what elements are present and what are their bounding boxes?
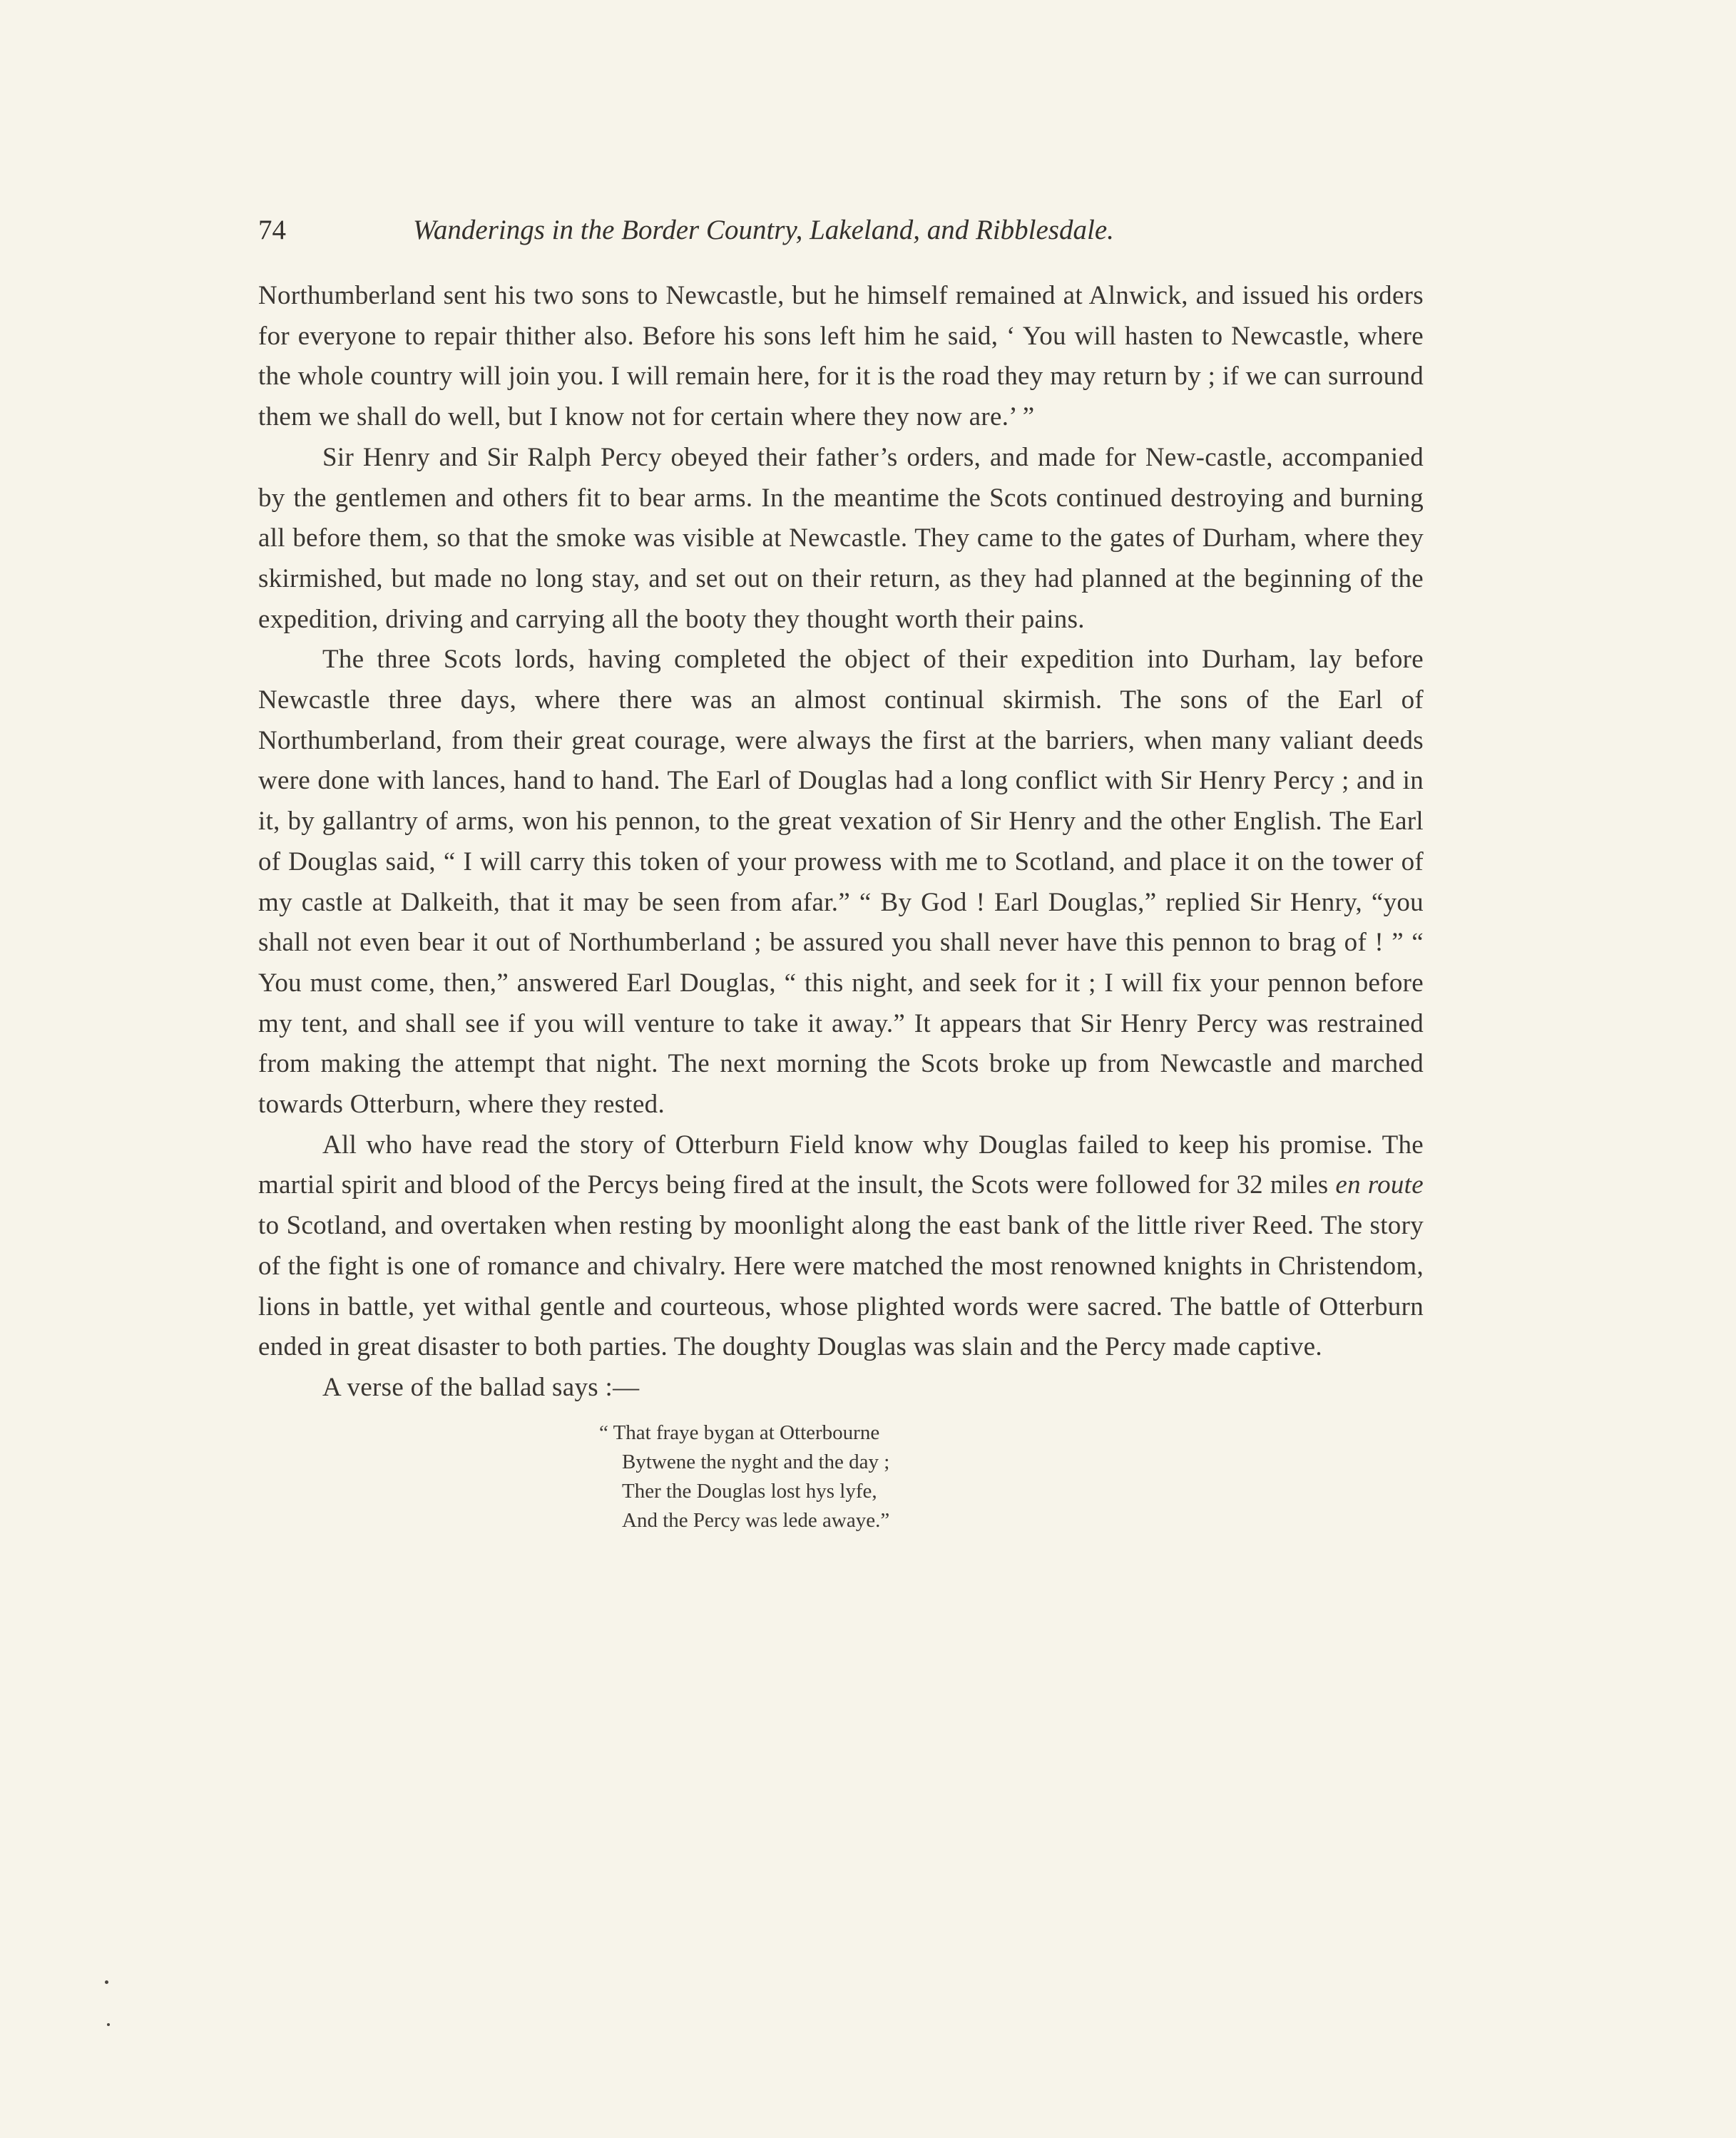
ballad-verse: [258, 1418, 1424, 1535]
paragraph-4-end: to Scotland, and overtaken when resting by moonlight along the east bank of the little river Reed. The story of the fight is one of romance and chivalry. Here were matched the most renowned knights in Christendom, lions in battle, yet withal gentle and courteous, whose plighted words were sacred. The battle of Otterburn ended in great disaster to both parties. The doughty Douglas was slain and the Percy made captive.: [258, 1211, 1424, 1362]
paragraph-1: Northumberland sent his two sons to Newcastle, but he himself remained at Alnwick, and issued his orders for everyone to repair thither also. Before his sons left him he said, ‘ You will hasten to Newcastle, where the whole country will join you. I will remain here, for it is the road they may return by ; if we can surround them we shall do well, but I know not for certain where they now are.’ ”: [258, 281, 1424, 432]
page-number: 74: [258, 215, 286, 245]
paragraph-4: [258, 1125, 1424, 1368]
book-page: [258, 214, 1424, 1535]
verse-line-3: Ther the Douglas lost hys lyfe,: [622, 1479, 877, 1503]
paper-speck: [105, 1980, 108, 1984]
italic-phrase: en route: [1335, 1170, 1424, 1200]
paragraph-2: Sir Henry and Sir Ralph Percy obeyed their father’s orders, and made for New-castle, accompanied by the gentlemen and others fit to bear arms. In the meantime the Scots continued destroying and burning all before them, so that the smoke was visible at Newcastle. They came to the gates of Durham, where they skirmished, but made no long stay, and set out on their return, as they had planned at the beginning of the expedition, driving and carrying all the booty they thought worth their pains.: [258, 442, 1424, 634]
paragraph-3: The three Scots lords, having completed the object of their expedition into Durham, lay before Newcastle three days, where there was an almost continual skirmish. The sons of the Earl of Northumberland, from their great courage, were always the first at the barriers, when many valiant deeds were done with lances, hand to hand. The Earl of Douglas had a long conflict with Sir Henry Percy ; and in it, by gallantry of arms, won his pennon, to the great vexation of Sir Henry and the other English. The Earl of Douglas said, “ I will carry this token of your prowess with me to Scotland, and place it on the tower of my castle at Dalkeith, that it may be seen from afar.” “ By God ! Earl Douglas,” replied Sir Henry, “you shall not even bear it out of Northumberland ; be assured you shall never have this pennon to brag of ! ” “ You must come, then,” answered Earl Douglas, “ this night, and seek for it ; I will fix your pennon before my tent, and shall see if you will venture to take it away.” It appears that Sir Henry Percy was restrained from making the attempt that night. The next morning the Scots broke up from Newcastle and marched towards Otterburn, where they rested.: [258, 645, 1424, 1120]
running-title: Wanderings in the Border Country, Lakeland, and Ribblesdale.: [413, 215, 1114, 245]
body-text: [258, 276, 1424, 1408]
paper-speck: [107, 2023, 110, 2026]
verse-line-1: “ That fraye bygan at Otterbourne: [599, 1421, 880, 1444]
running-head: [258, 214, 1424, 257]
paragraph-4-start: All who have read the story of Otterburn Field know why Douglas failed to keep his promise. The martial spirit and blood of the Percys being fired at the insult, the Scots were followed for 32 miles: [258, 1130, 1424, 1200]
verse-intro: A verse of the ballad says :—: [322, 1372, 640, 1402]
verse-line-2: Bytwene the nyght and the day ;: [622, 1450, 890, 1473]
verse-line-4: And the Percy was lede awaye.”: [622, 1508, 890, 1532]
